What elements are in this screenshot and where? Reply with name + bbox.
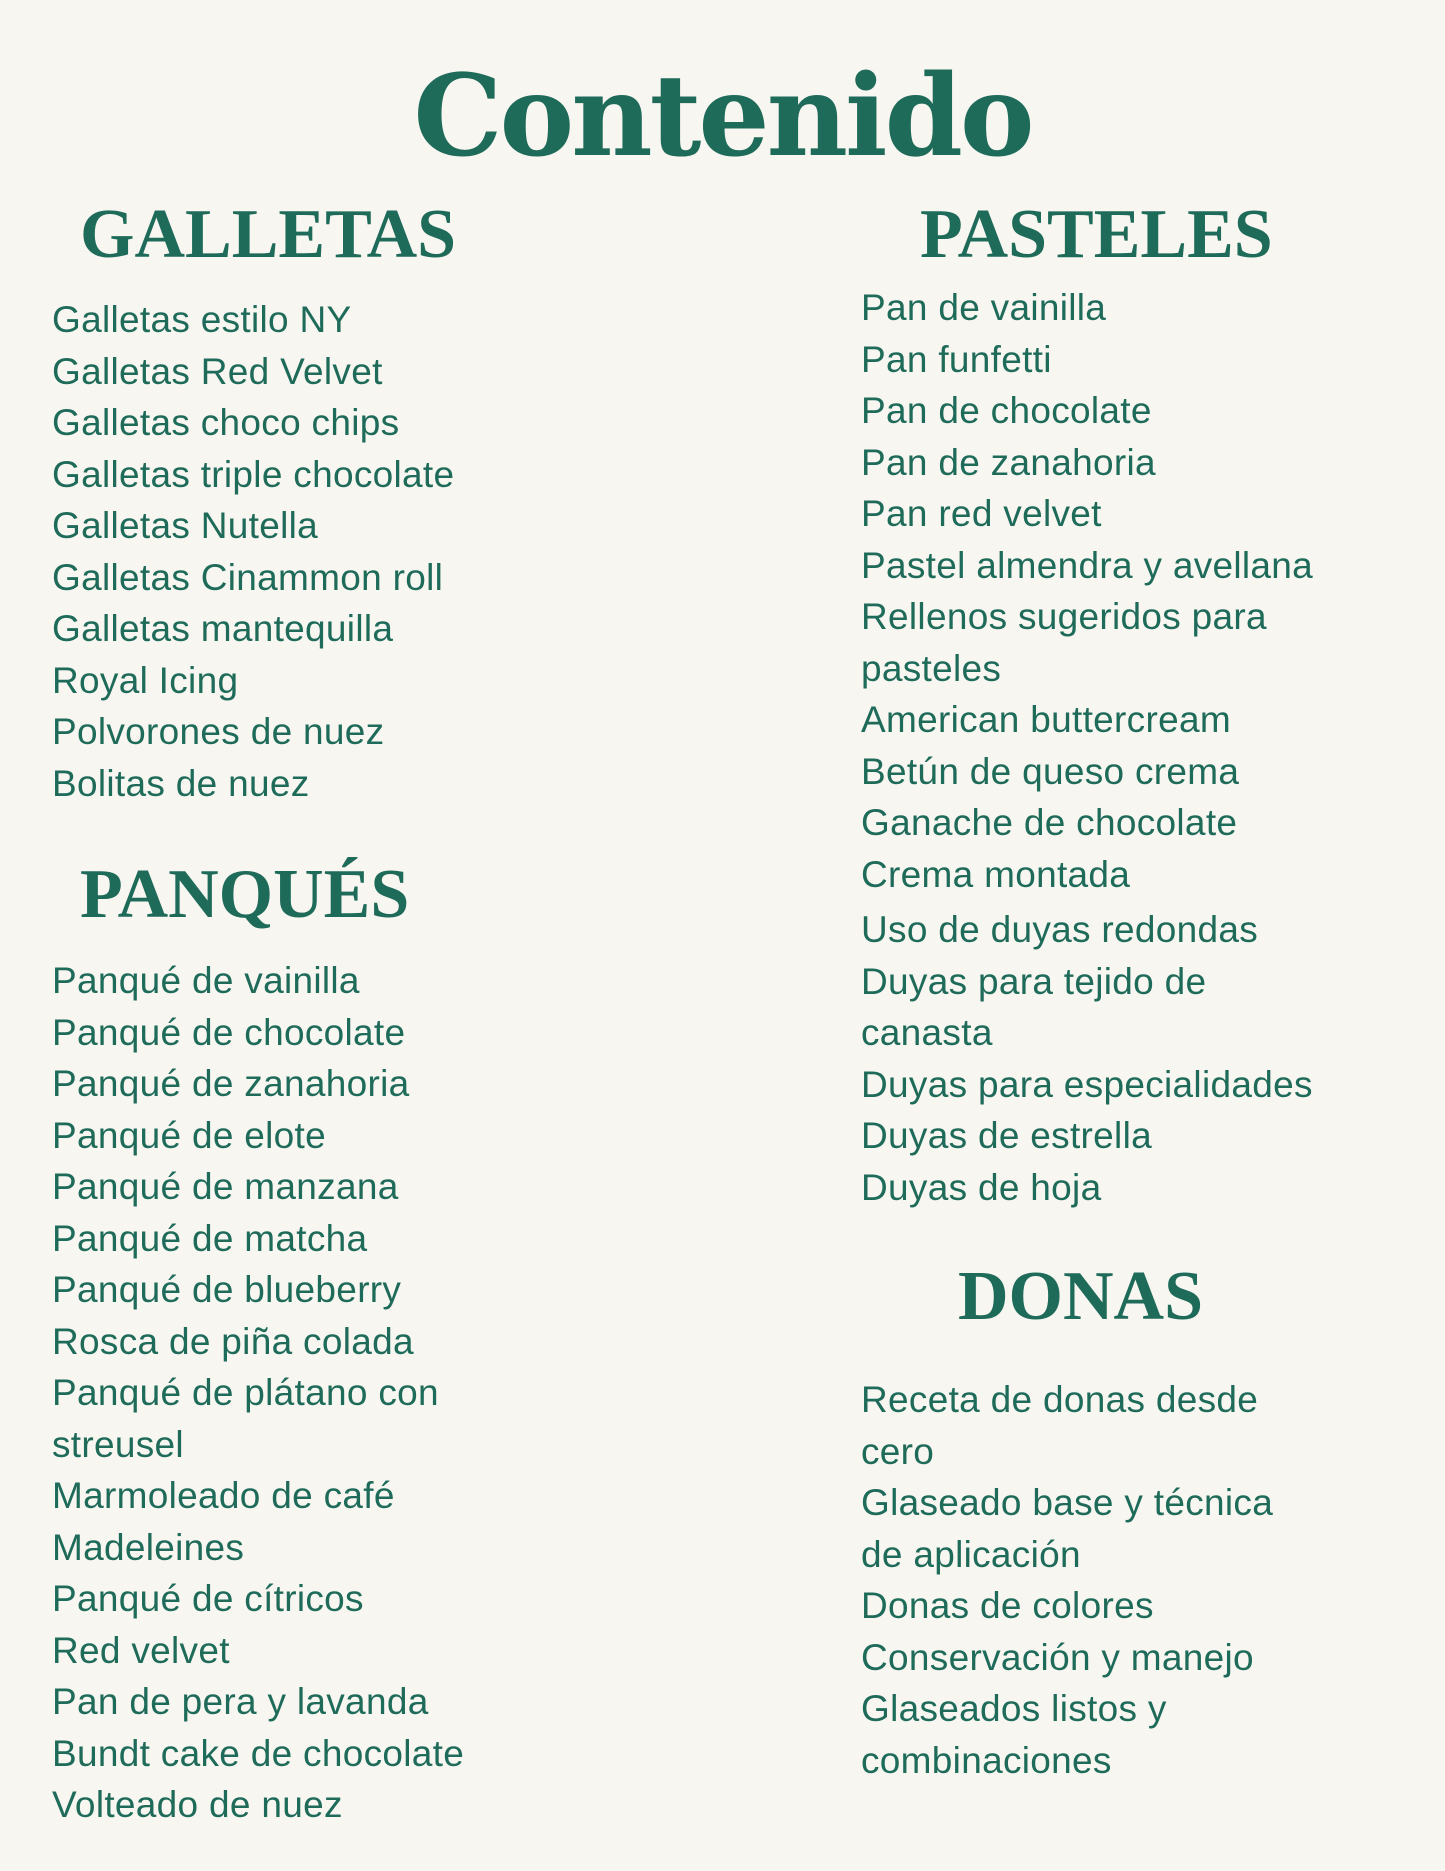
list-item: Panqué de blueberry bbox=[52, 1269, 402, 1310]
list-item: Pan de vainilla bbox=[861, 287, 1107, 328]
list-item: Galletas Cinammon roll bbox=[52, 556, 444, 598]
list-duyas bbox=[861, 904, 1313, 1213]
list-item: Galletas Nutella bbox=[52, 505, 318, 546]
list-item: Rellenos sugeridos para bbox=[861, 596, 1267, 637]
list-item: Panqué de zanahoria bbox=[52, 1063, 410, 1104]
list-item: Crema montada bbox=[861, 853, 1131, 895]
list-item: Royal Icing bbox=[52, 659, 239, 701]
list-item: Bundt cake de chocolate bbox=[52, 1732, 465, 1774]
list-item: pasteles bbox=[861, 647, 1002, 689]
list-item: Galletas triple chocolate bbox=[52, 453, 455, 495]
list-donas bbox=[861, 1374, 1273, 1786]
section-heading-panques: PANQUÉS bbox=[80, 856, 410, 933]
list-item: American buttercream bbox=[861, 699, 1231, 740]
list-item: Duyas para especialidades bbox=[861, 1063, 1313, 1105]
list-item: Volteado de nuez bbox=[52, 1784, 343, 1825]
list-item: Pan de pera y lavanda bbox=[52, 1681, 429, 1722]
list-item: Receta de donas desde bbox=[861, 1379, 1259, 1420]
list-item: Glaseados listos y bbox=[861, 1688, 1167, 1729]
list-item: combinaciones bbox=[861, 1739, 1112, 1781]
list-item: Conservación y manejo bbox=[861, 1636, 1254, 1678]
page-title: Contenido bbox=[413, 51, 1032, 182]
list-item: Panqué de cítricos bbox=[52, 1578, 364, 1619]
list-item: Pan de chocolate bbox=[861, 390, 1152, 431]
list-item: Uso de duyas redondas bbox=[861, 909, 1259, 950]
list-item: Red velvet bbox=[52, 1629, 230, 1671]
list-item: Pastel almendra y avellana bbox=[861, 544, 1314, 586]
list-item: de aplicación bbox=[861, 1533, 1081, 1575]
list-panques bbox=[52, 955, 464, 1831]
list-item: Panqué de manzana bbox=[52, 1166, 399, 1207]
list-item: cero bbox=[861, 1430, 935, 1472]
list-pasteles bbox=[861, 282, 1313, 900]
section-heading-galletas: GALLETAS bbox=[80, 196, 457, 273]
list-item: Pan red velvet bbox=[861, 493, 1102, 534]
list-item: Glaseado base y técnica bbox=[861, 1482, 1274, 1523]
list-item: Galletas Red Velvet bbox=[52, 350, 383, 392]
list-item: Rosca de piña colada bbox=[52, 1320, 414, 1362]
list-item: Pan de zanahoria bbox=[861, 441, 1156, 483]
list-item: Galletas choco chips bbox=[52, 402, 400, 443]
list-item: Galletas estilo NY bbox=[52, 299, 352, 340]
list-item: canasta bbox=[861, 1012, 993, 1053]
list-item: Pan funfetti bbox=[861, 338, 1052, 380]
list-item: Madeleines bbox=[52, 1526, 245, 1568]
list-item: Panqué de vainilla bbox=[52, 960, 360, 1001]
list-item: Marmoleado de café bbox=[52, 1475, 395, 1516]
list-item: Panqué de chocolate bbox=[52, 1011, 406, 1053]
list-item: Duyas de hoja bbox=[861, 1166, 1102, 1208]
list-item: Duyas para tejido de bbox=[861, 960, 1207, 1002]
list-item: Polvorones de nuez bbox=[52, 711, 385, 752]
section-heading-donas: DONAS bbox=[958, 1258, 1204, 1335]
list-item: Duyas de estrella bbox=[861, 1115, 1152, 1156]
list-item: Donas de colores bbox=[861, 1585, 1154, 1626]
list-item: streusel bbox=[52, 1423, 184, 1465]
list-item: Galletas mantequilla bbox=[52, 608, 394, 649]
section-heading-pasteles: PASTELES bbox=[920, 196, 1273, 273]
list-item: Bolitas de nuez bbox=[52, 762, 310, 804]
list-galletas bbox=[52, 294, 454, 809]
list-item: Panqué de plátano con bbox=[52, 1372, 439, 1413]
list-item: Panqué de matcha bbox=[52, 1217, 368, 1259]
list-item: Ganache de chocolate bbox=[861, 802, 1238, 843]
list-item: Betún de queso crema bbox=[861, 750, 1240, 792]
list-item: Panqué de elote bbox=[52, 1114, 327, 1156]
